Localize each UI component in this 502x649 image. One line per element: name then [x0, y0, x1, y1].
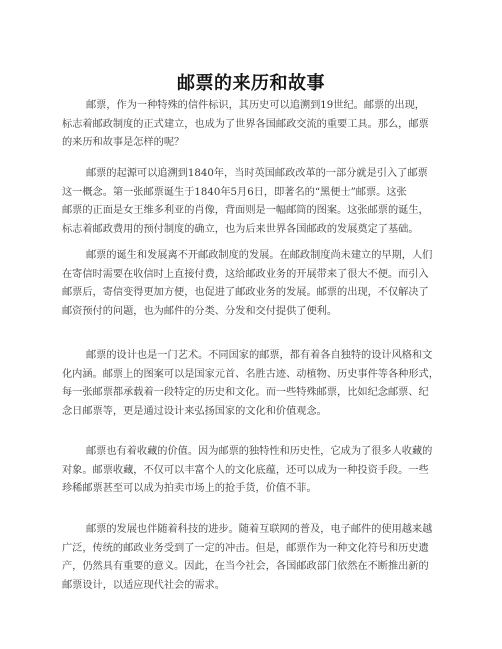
text-line: 邮票的起源可以追溯到1840年，当时英国邮政改革的一部分就是引入了邮票 [86, 168, 428, 179]
text-line: 邮票的发展也伴随着科技的进步。随着互联网的普及，电子邮件的使用越来越 [86, 524, 433, 535]
paragraph-intro [62, 97, 442, 153]
text-line: 邮票的诞生和发展离不开邮政制度的发展。在邮政制度尚未建立的早期，人们 [86, 250, 433, 261]
paragraph-design [62, 347, 442, 421]
text-line: 在寄信时需要在收信时上直接付费，这给邮政业务的开展带来了很大不便。而引入 [62, 268, 429, 280]
text-line: 珍稀邮票甚至可以成为拍卖市场上的抢手货，价值不菲。 [62, 483, 317, 495]
paragraph-postal-system [62, 247, 442, 321]
text-line: 化内涵。邮票上的图案可以是国家元首、名胜古迹、动植物、历史事件等各种形式， [62, 368, 439, 380]
text-line: 念日邮票等，更是通过设计来弘扬国家的文化和价值观念。 [62, 405, 327, 417]
text-line: 标志着邮政制度的正式建立，也成为了世界各国邮政交流的重要工具。那么，邮票 [62, 118, 429, 130]
text-line: 邮票后，寄信变得更加方便，也促进了邮政业务的发展。邮票的出现，不仅解决了 [62, 287, 429, 299]
text-line: 每一张邮票都承载着一段特定的历史和文化。而一些特殊邮票，比如纪念邮票、纪 [62, 387, 429, 399]
text-line: 邮资预付的问题，也为邮件的分类、分发和交付提供了便利。 [62, 305, 338, 317]
text-line: 标志着邮政费用的预付制度的确立，也为后来世界各国邮政的发展奠定了基础。 [62, 223, 419, 235]
text-line: 这一概念。第一张邮票诞生于1840年5月6日，即著名的“黑便士”邮票。这张 [62, 186, 407, 198]
text-line: 的来历和故事是怎样的呢？ [62, 137, 185, 149]
text-line: 广泛，传统的邮政业务受到了一定的冲击。但是，邮票作为一种文化符号和历史遗 [62, 542, 429, 554]
paragraph-origin [62, 165, 442, 239]
text-line: 邮票设计，以适应现代社会的需求。 [62, 579, 225, 591]
text-line: 邮票的设计也是一门艺术。不同国家的邮票，都有着各自独特的设计风格和文 [86, 350, 433, 361]
document-title: 邮票的来历和故事 [177, 73, 325, 95]
text-line: 产，仍然具有重要的意义。因此，在当今社会，各国邮政部门依然在不断推出新的 [62, 561, 429, 573]
paragraph-technology [62, 521, 442, 595]
text-line: 邮票，作为一种特殊的信件标识，其历史可以追溯到19世纪。邮票的出现， [86, 100, 425, 111]
text-line: 对象。邮票收藏，不仅可以丰富个人的文化底蕴，还可以成为一种投资手段。一些 [62, 464, 429, 476]
paragraph-collecting [62, 443, 442, 499]
text-line: 邮票也有着收藏的价值。因为邮票的独特性和历史性，它成为了很多人收藏的 [86, 446, 433, 457]
text-line: 邮票的正面是女王维多利亚的肖像，背面则是一幅邮筒的图案。这张邮票的诞生， [62, 205, 429, 217]
